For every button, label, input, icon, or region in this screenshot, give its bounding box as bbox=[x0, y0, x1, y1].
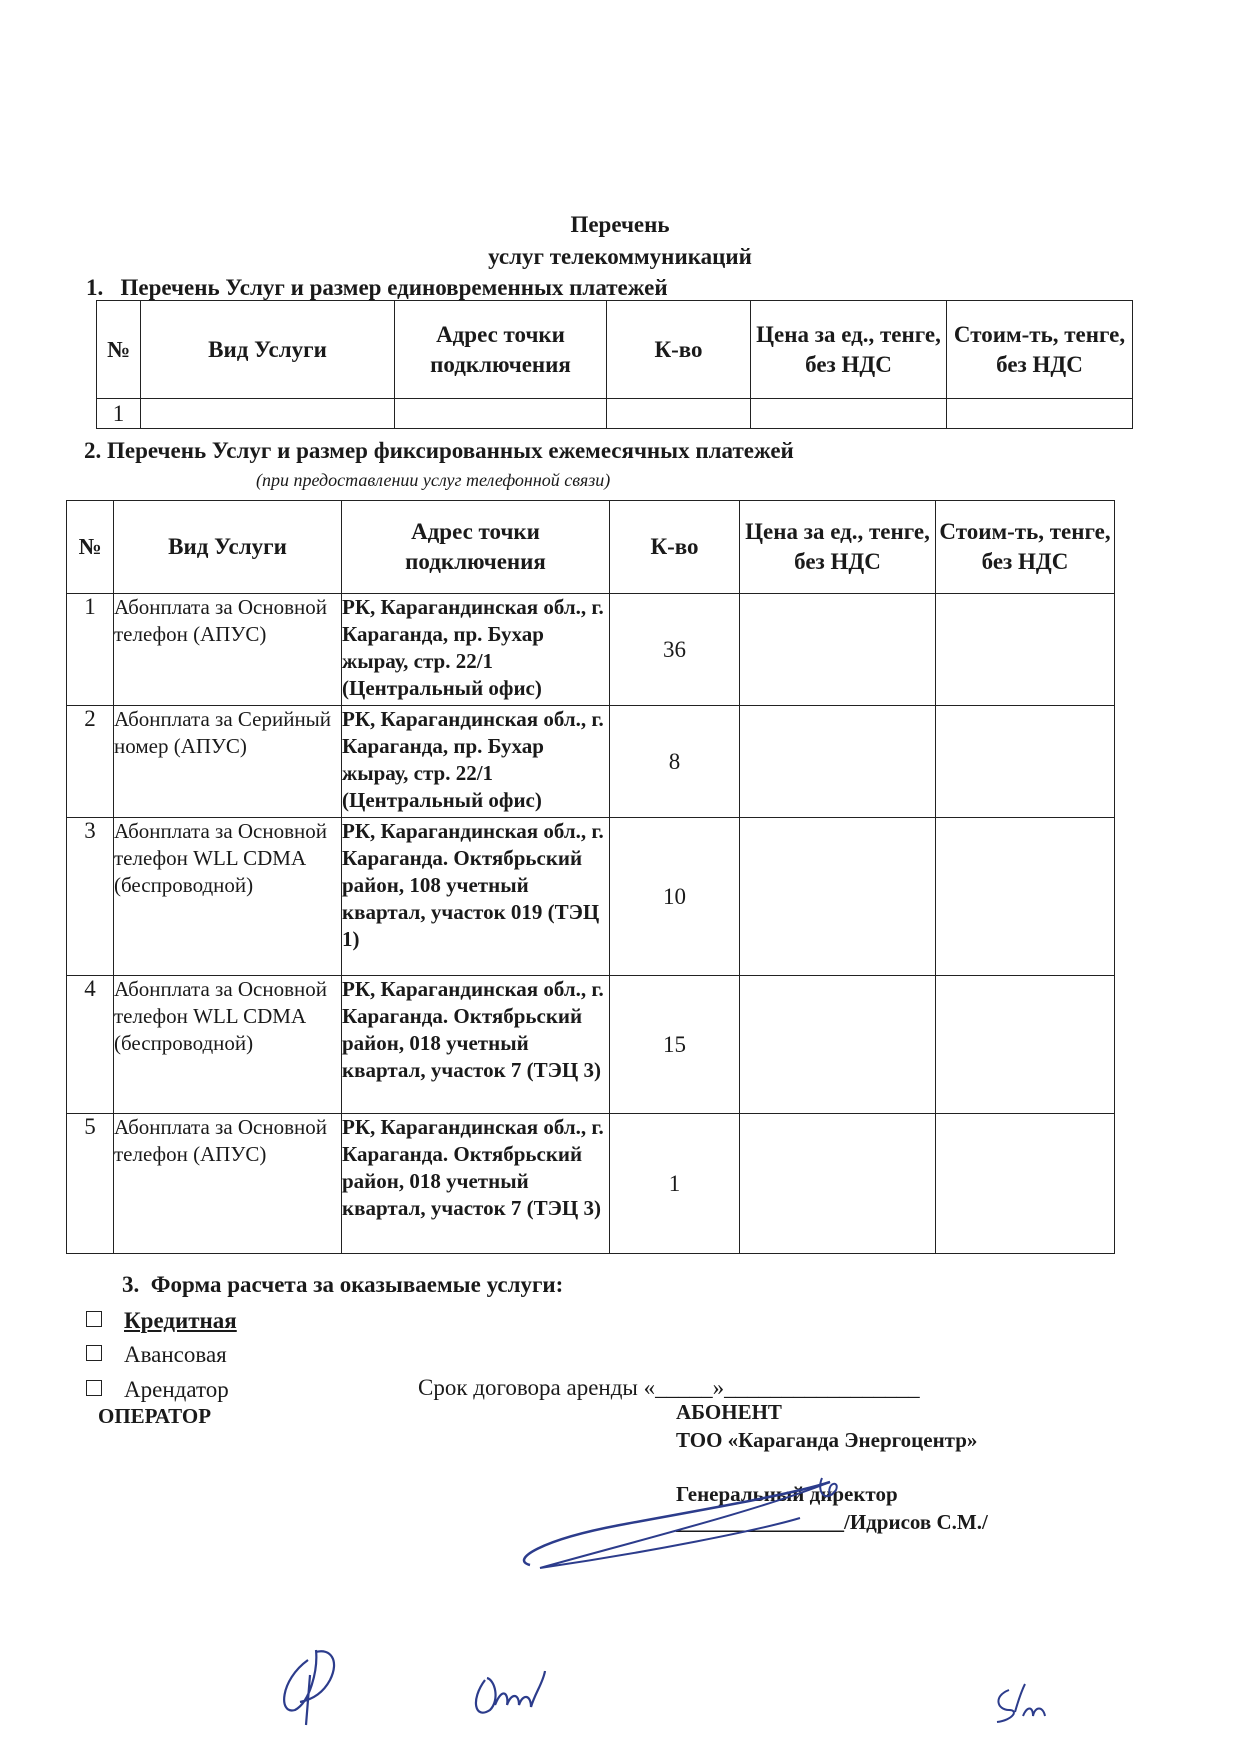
row-total bbox=[936, 1114, 1115, 1254]
row-service: Абонплата за Основной телефон WLL CDMA (беспроводной) bbox=[114, 818, 342, 976]
row-total bbox=[936, 818, 1115, 976]
col-quantity: К-во bbox=[607, 301, 751, 399]
col-total: Стоим-ть, тенге, без НДС bbox=[947, 301, 1133, 399]
row-total bbox=[947, 399, 1133, 429]
payment-option-label: Арендатор bbox=[124, 1377, 229, 1402]
payment-option-label: Кредитная bbox=[124, 1308, 237, 1333]
col-service: Вид Услуги bbox=[114, 501, 342, 594]
col-unit-price: Цена за ед., тенге, без НДС bbox=[751, 301, 947, 399]
row-quantity bbox=[607, 399, 751, 429]
page-initials-1 bbox=[270, 1640, 360, 1730]
table-header-row bbox=[67, 501, 1115, 594]
document-title-line1: Перечень bbox=[570, 212, 670, 237]
operator-label: ОПЕРАТОР bbox=[98, 1404, 212, 1428]
table-row bbox=[67, 976, 1115, 1114]
row-address: РК, Карагандинская обл., г. Караганда. Октябрьский район, 018 учетный квартал, участок 7 (ТЭЦ 3) bbox=[342, 976, 610, 1114]
row-service: Абонплата за Основной телефон (АПУС) bbox=[114, 594, 342, 706]
row-number: 3 bbox=[67, 818, 114, 976]
col-unit-price: Цена за ед., тенге, без НДС bbox=[740, 501, 936, 594]
col-number: № bbox=[67, 501, 114, 594]
col-address: Адрес точки подключения bbox=[342, 501, 610, 594]
row-number: 5 bbox=[67, 1114, 114, 1254]
row-total bbox=[936, 976, 1115, 1114]
checkbox-icon bbox=[86, 1311, 102, 1327]
subscriber-company: ТОО «Караганда Энергоцентр» bbox=[676, 1428, 978, 1452]
payment-option-advance bbox=[86, 1342, 227, 1368]
row-quantity: 10 bbox=[610, 818, 740, 976]
row-quantity: 36 bbox=[610, 594, 740, 706]
row-unit-price bbox=[740, 976, 936, 1114]
col-service: Вид Услуги bbox=[141, 301, 395, 399]
checkbox-icon bbox=[86, 1345, 102, 1361]
col-total: Стоим-ть, тенге, без НДС bbox=[936, 501, 1115, 594]
row-address: РК, Карагандинская обл., г. Караганда, пр. Бухар жырау, стр. 22/1 (Центральный офис) bbox=[342, 706, 610, 818]
row-quantity: 15 bbox=[610, 976, 740, 1114]
table-header-row bbox=[97, 301, 1133, 399]
row-service: Абонплата за Основной телефон WLL CDMA (беспроводной) bbox=[114, 976, 342, 1114]
signatory-position: Генеральный директор bbox=[676, 1482, 898, 1506]
row-service bbox=[141, 399, 395, 429]
row-quantity: 8 bbox=[610, 706, 740, 818]
row-address bbox=[395, 399, 607, 429]
table-row bbox=[67, 706, 1115, 818]
table-row bbox=[67, 594, 1115, 706]
row-number: 2 bbox=[67, 706, 114, 818]
row-address: РК, Карагандинская обл., г. Караганда. Октябрьский район, 108 учетный квартал, участок 019 (ТЭЦ 1) bbox=[342, 818, 610, 976]
signatory-name: ________________/Идрисов С.М./ bbox=[676, 1510, 988, 1534]
row-unit-price bbox=[740, 706, 936, 818]
section2-note: (при предоставлении услуг телефонной связи) bbox=[256, 470, 611, 490]
section3-heading: 3. Форма расчета за оказываемые услуги: bbox=[122, 1272, 564, 1297]
row-quantity: 1 bbox=[610, 1114, 740, 1254]
page-initials-2 bbox=[465, 1660, 565, 1730]
table-row bbox=[97, 399, 1133, 429]
monthly-payments-table bbox=[66, 500, 1115, 1254]
row-number: 4 bbox=[67, 976, 114, 1114]
row-unit-price bbox=[740, 818, 936, 976]
section2-heading: 2. Перечень Услуг и размер фиксированных ежемесячных платежей bbox=[84, 438, 794, 463]
row-number: 1 bbox=[67, 594, 114, 706]
section1-heading: 1. Перечень Услуг и размер единовременных платежей bbox=[86, 275, 668, 300]
lease-term-line: Срок договора аренды «_____»_________________ bbox=[418, 1375, 920, 1400]
row-address: РК, Карагандинская обл., г. Караганда, пр. Бухар жырау, стр. 22/1 (Центральный офис) bbox=[342, 594, 610, 706]
table-row bbox=[67, 818, 1115, 976]
one-time-payments-table bbox=[96, 300, 1133, 429]
col-quantity: К-во bbox=[610, 501, 740, 594]
col-address: Адрес точки подключения bbox=[395, 301, 607, 399]
row-service: Абонплата за Серийный номер (АПУС) bbox=[114, 706, 342, 818]
row-unit-price bbox=[740, 594, 936, 706]
payment-option-tenant bbox=[86, 1377, 229, 1403]
payment-option-credit bbox=[86, 1308, 237, 1334]
row-address: РК, Карагандинская обл., г. Караганда. Октябрьский район, 018 учетный квартал, участок 7 (ТЭЦ 3) bbox=[342, 1114, 610, 1254]
row-number: 1 bbox=[97, 399, 141, 429]
checkbox-icon bbox=[86, 1380, 102, 1396]
document-title-line2: услуг телекоммуникаций bbox=[488, 244, 752, 269]
col-number: № bbox=[97, 301, 141, 399]
payment-option-label: Авансовая bbox=[124, 1342, 227, 1367]
row-total bbox=[936, 706, 1115, 818]
director-signature bbox=[500, 1470, 860, 1580]
row-total bbox=[936, 594, 1115, 706]
row-unit-price bbox=[740, 1114, 936, 1254]
subscriber-label: АБОНЕНТ bbox=[676, 1400, 782, 1424]
row-service: Абонплата за Основной телефон (АПУС) bbox=[114, 1114, 342, 1254]
row-unit-price bbox=[751, 399, 947, 429]
table-row bbox=[67, 1114, 1115, 1254]
page-initials-3 bbox=[985, 1680, 1055, 1730]
